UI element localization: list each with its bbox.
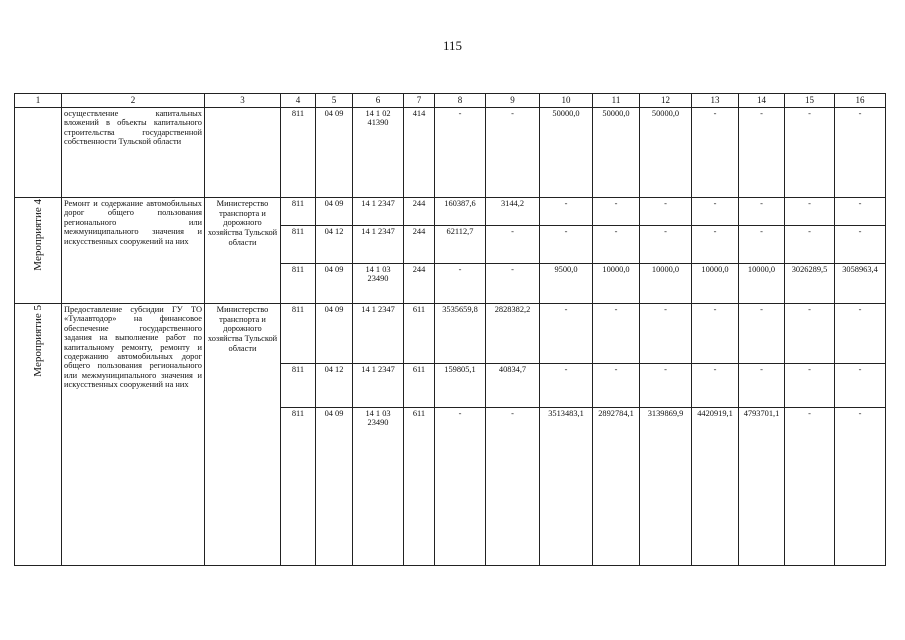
table-cell: 04 12: [316, 364, 353, 408]
table-cell: -: [435, 264, 486, 304]
header-cell: 1: [15, 94, 62, 108]
table-cell: 4420919,1: [692, 408, 739, 566]
table-cell: -: [540, 198, 593, 226]
table-cell: -: [692, 304, 739, 364]
header-cell: 11: [593, 94, 640, 108]
table-cell: -: [739, 198, 785, 226]
table-cell: 10000,0: [593, 264, 640, 304]
table-cell: -: [486, 264, 540, 304]
table-cell: 04 12: [316, 226, 353, 264]
table-cell: -: [785, 108, 835, 198]
header-cell: 4: [281, 94, 316, 108]
org-cell: Министерство транспорта и дорожного хозяйства Тульской области: [205, 304, 281, 566]
table-cell: 14 1 03 23490: [353, 264, 404, 304]
table-cell: -: [540, 364, 593, 408]
table-cell: -: [739, 304, 785, 364]
table-cell: 160387,6: [435, 198, 486, 226]
table-row: [15, 304, 886, 364]
header-cell: 16: [835, 94, 886, 108]
header-cell: 3: [205, 94, 281, 108]
header-cell: 10: [540, 94, 593, 108]
table-cell: -: [785, 198, 835, 226]
table-cell: 40834,7: [486, 364, 540, 408]
table-cell: -: [640, 226, 692, 264]
header-cell: 7: [404, 94, 435, 108]
table-cell: -: [692, 198, 739, 226]
header-cell: 5: [316, 94, 353, 108]
table-cell: 50000,0: [540, 108, 593, 198]
table-cell: -: [835, 304, 886, 364]
table-cell: -: [835, 364, 886, 408]
header-cell: 12: [640, 94, 692, 108]
table-row: [15, 108, 886, 198]
table-cell: 50000,0: [593, 108, 640, 198]
table-cell: -: [739, 108, 785, 198]
table-cell: -: [486, 226, 540, 264]
table-cell: 159805,1: [435, 364, 486, 408]
table-cell: 04 09: [316, 108, 353, 198]
org-cell-empty: [205, 108, 281, 198]
header-cell: 8: [435, 94, 486, 108]
table-cell: 50000,0: [640, 108, 692, 198]
table-cell: 3513483,1: [540, 408, 593, 566]
table-cell: -: [640, 198, 692, 226]
table-cell: 3144,2: [486, 198, 540, 226]
table-cell: -: [540, 304, 593, 364]
org-cell: Министерство транспорта и дорожного хозяйства Тульской области: [205, 198, 281, 304]
measure-label-cell: [15, 304, 62, 566]
table-cell: 14 1 2347: [353, 304, 404, 364]
table-cell: -: [785, 226, 835, 264]
table-cell: -: [835, 198, 886, 226]
table-cell: 811: [281, 226, 316, 264]
table-cell: 244: [404, 264, 435, 304]
table-cell: 611: [404, 304, 435, 364]
table-cell: -: [593, 304, 640, 364]
page-number: 115: [442, 38, 463, 53]
table-cell: -: [435, 408, 486, 566]
table-cell: 611: [404, 408, 435, 566]
table-row: [15, 198, 886, 226]
label-cell-empty: [15, 108, 62, 198]
table-cell: -: [785, 408, 835, 566]
header-cell: 14: [739, 94, 785, 108]
table-cell: -: [486, 108, 540, 198]
table-cell: -: [692, 364, 739, 408]
table-cell: 10000,0: [692, 264, 739, 304]
table-cell: -: [593, 226, 640, 264]
table-cell: -: [785, 364, 835, 408]
table-cell: 4793701,1: [739, 408, 785, 566]
table-cell: 2892784,1: [593, 408, 640, 566]
table-cell: 811: [281, 408, 316, 566]
table-cell: 10000,0: [640, 264, 692, 304]
header-cell: 13: [692, 94, 739, 108]
table-cell: 3535659,8: [435, 304, 486, 364]
table-cell: 14 1 02 41390: [353, 108, 404, 198]
table-cell: 811: [281, 264, 316, 304]
table-cell: 04 09: [316, 304, 353, 364]
description-cell: Предоставление субсидии ГУ ТО «Тулаавтодор» на финансовое обеспечение государственного задания на выполнение работ по капитальному ремонту, ремонту и содержанию автомобильных дорог общего пользования регионального или межмуниципального значения и искусственных сооружений на них: [62, 304, 205, 566]
table-cell: -: [835, 108, 886, 198]
header-cell: 2: [62, 94, 205, 108]
table-cell: -: [540, 226, 593, 264]
table-cell: -: [692, 108, 739, 198]
table-cell: -: [835, 226, 886, 264]
table-cell: 9500,0: [540, 264, 593, 304]
table-cell: -: [486, 408, 540, 566]
header-cell: 9: [486, 94, 540, 108]
table-cell: -: [835, 408, 886, 566]
table-cell: 811: [281, 108, 316, 198]
table-cell: 04 09: [316, 198, 353, 226]
table-cell: 244: [404, 226, 435, 264]
table-cell: -: [739, 364, 785, 408]
table-cell: 14 1 03 23490: [353, 408, 404, 566]
table-cell: -: [593, 364, 640, 408]
table-cell: 04 09: [316, 264, 353, 304]
table-cell: -: [593, 198, 640, 226]
header-cell: 6: [353, 94, 404, 108]
table-cell: 611: [404, 364, 435, 408]
table-cell: 14 1 2347: [353, 198, 404, 226]
table-cell: 14 1 2347: [353, 226, 404, 264]
table-cell: -: [640, 364, 692, 408]
table-cell: 3026289,5: [785, 264, 835, 304]
header-cell: 15: [785, 94, 835, 108]
budget-table: [14, 93, 886, 566]
table-cell: -: [435, 108, 486, 198]
table-cell: 3139869,9: [640, 408, 692, 566]
table-cell: 2828382,2: [486, 304, 540, 364]
measure-label: Мероприятие 4: [31, 199, 44, 271]
table-cell: -: [739, 226, 785, 264]
table-cell: 811: [281, 364, 316, 408]
table-cell: 244: [404, 198, 435, 226]
table-cell: 811: [281, 304, 316, 364]
table-cell: 811: [281, 198, 316, 226]
header-row: [15, 94, 886, 108]
table-cell: 14 1 2347: [353, 364, 404, 408]
table-cell: -: [692, 226, 739, 264]
measure-label-cell: [15, 198, 62, 304]
description-cell: осуществление капитальных вложений в объекты капитального строительства государственной собственности Тульской области: [62, 108, 205, 198]
table-cell: 10000,0: [739, 264, 785, 304]
table-cell: 3058963,4: [835, 264, 886, 304]
table-cell: -: [785, 304, 835, 364]
table-cell: 04 09: [316, 408, 353, 566]
description-cell: Ремонт и содержание автомобильных дорог общего пользования регионального или межмуниципального значения и искусственных сооружений на них: [62, 198, 205, 304]
table-cell: -: [640, 304, 692, 364]
table-cell: 414: [404, 108, 435, 198]
table-cell: 62112,7: [435, 226, 486, 264]
measure-label: Мероприятие 5: [31, 305, 44, 377]
